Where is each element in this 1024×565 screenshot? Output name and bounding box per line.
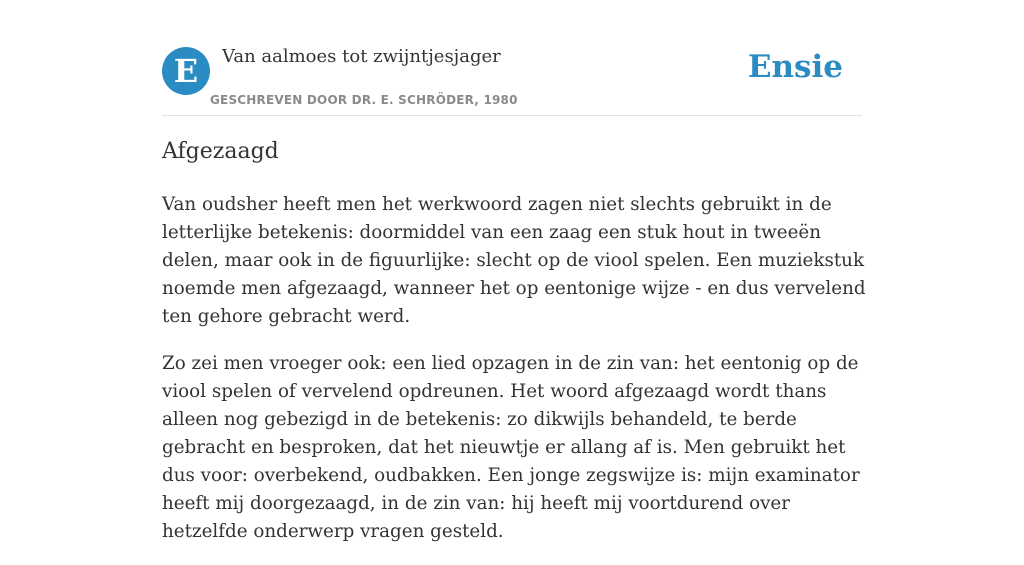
article-body (162, 191, 866, 565)
author-byline: GESCHREVEN DOOR DR. E. SCHRÖDER, 1980 (210, 93, 518, 107)
book-title: Van aalmoes tot zwijntjesjager (222, 46, 501, 67)
header-divider (162, 115, 862, 116)
article-paragraph: Zo zei men vroeger ook: een lied opzagen in de zin van: het eentonig op de viool spelen of vervelend opdreunen. Het woord afgezaagd wordt thans alleen nog gebezigd in de betekenis: zo dikwijls behandeld, te berde gebracht en besproken, dat het nieuwtje er allang af is. Men gebruikt het dus voor: overbekend, oudbakken. Een jonge zegswijze is: mijn examinator heeft mij doorgezaagd, in de zin van: hij heeft mij voortdurend over hetzelfde onderwerp vragen gesteld. (162, 353, 860, 542)
brand-logo[interactable]: Ensie (747, 49, 843, 85)
ensie-logo-icon[interactable]: E (162, 47, 210, 95)
article-paragraph: Van oudsher heeft men het werkwoord zagen niet slechts gebruikt in de letterlijke betekenis: doormiddel van een zaag een stuk hout in tweeën delen, maar ook in de figuurlijke: slecht op de viool spelen. Een muziekstuk noemde men afgezaagd, wanneer het op eentonige wijze - en dus vervelend ten gehore gebracht werd. (162, 194, 866, 327)
article-title: Afgezaagd (162, 139, 279, 164)
